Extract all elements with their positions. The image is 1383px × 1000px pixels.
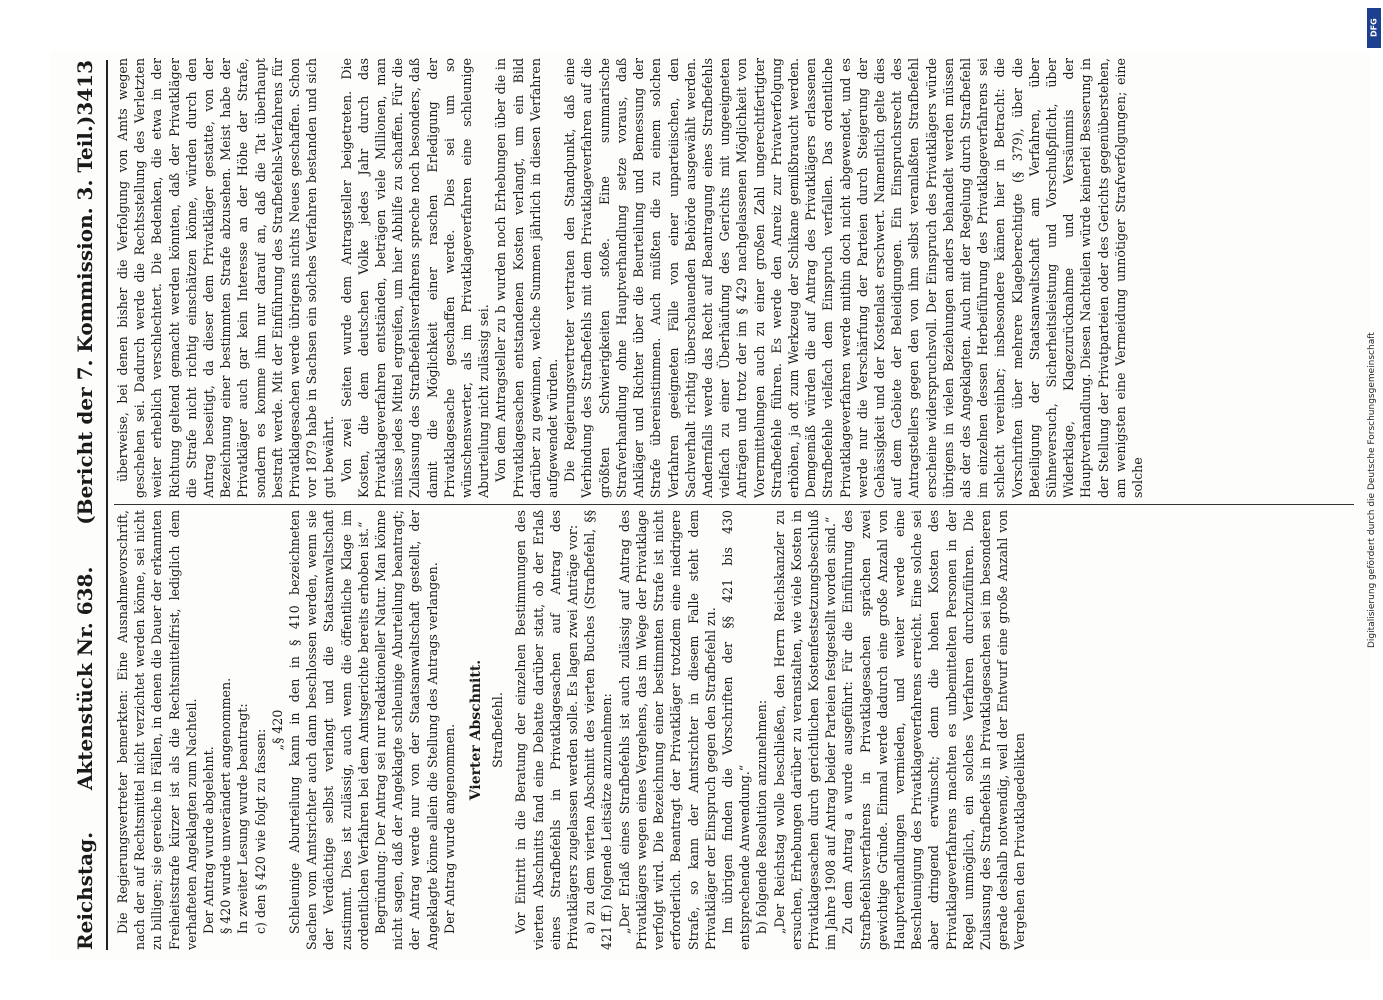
paragraph: Der Antrag wurde abgelehnt. — [201, 746, 217, 934]
paragraph: b) folgende Resolution anzunehmen: — [754, 699, 770, 934]
header-left: Reichstag. — [73, 831, 97, 950]
paragraph: Im übrigen finden die Vorschriften der §§ 421 bis 430 entsprechende Anwendung.“ — [719, 510, 753, 950]
section-heading: Vierter Abschnitt. — [468, 659, 485, 801]
paragraph: „§ 420 — [269, 709, 285, 751]
paragraph: Vor Eintritt in die Beratung der einzelnen Bestimmungen des vierten Abschnitts fand eine Debatte darüber statt, ob der Erlaß eines Strafbefehls in Privatklagesachen auf Antrag des Privatklägers zugelassen werden solle. Es lagen zwei Anträge vor: — [513, 510, 581, 950]
document-page — [50, 50, 1370, 960]
paragraph: Die Regierungsvertreter bemerkten: Eine Ausnahmevorschrift, nach der auf Rechtsmittel nicht verzichtet werden könne, sei nicht zu billigen; sie gereiche in Fällen, in denen die Dauer der erkannten Freiheitsstrafe kürzer ist als die Rechtsmittelfrist, lediglich dem verhafteten Angeklagten zum Nachteil. — [115, 510, 199, 950]
header-right-title: (Bericht der 7. Kommission. 3. Teil.) — [73, 115, 97, 525]
column-divider — [114, 504, 1354, 505]
paragraph: überweise, bei denen bisher die Verfolgung von Amts wegen geschehen sei. Dadurch werde die Rechtsstellung des Verletzten weiter erheblich verschlechtert. Die Bedenken, die etwa in der Richtung geltend gemacht werden könnten, daß der Privatkläger die Strafe nicht richtig einschätzen könne, würden durch den Antrag beseitigt, da dieser dem Privatkläger gestatte, von der Bezeichnung einer bestimmten Strafe abzusehen. Meist habe der Privatkläger auch gar kein Interesse an der Höhe der Strafe, sondern es komme ihm nur darauf an, daß die Tat überhaupt bestraft werde. Mit der Einführung des Strafbefehls-Verfahrens für Privatklagesachen werde übrigens nichts Neues geschaffen. Schon vor 1879 habe in Sachsen ein solches Verfahren bestanden und sich gut bewährt. — [115, 58, 337, 498]
dfg-logo: DFG — [1367, 8, 1381, 48]
paragraph: „Der Reichstag wolle beschließen, den Herrn Reichskanzler zu ersuchen, Erhebungen darüber zu veranstalten, wie viele Kosten in Privatklagesachen durch gerichtlichen Kostenfestsetzungsbeschluß im Jahre 1908 auf Antrag beider Parteien festgestellt worden sind.“ — [771, 510, 839, 950]
paragraph: In zweiter Lesung wurde beantragt: — [235, 703, 251, 934]
paragraph: § 420 wurde unverändert angenommen. — [218, 677, 234, 934]
header-middle: Aktenstück Nr. 638. — [73, 566, 97, 791]
paragraph: Der Antrag wurde angenommen. — [441, 723, 457, 934]
paragraph: Von dem Antragsteller zu b wurden noch Erhebungen über die in Privatklagesachen entstandenen Kosten verlangt, um ein Bild darüber zu gewinnen, welche Summen jährlich in diesen Verfahren aufgewendet würden. — [493, 58, 561, 498]
paragraph: „Der Erlaß eines Strafbefehls ist auch zulässig auf Antrag des Privatklägers wegen eines Vergehens, das im Wege der Privatklage verfolgt wird. Die Bezeichnung einer bestimmten Strafe ist nicht erforderlich. Beantragt der Privatkläger trotzdem eine niedrigere Strafe, so kann der Amtsrichter in diesem Falle steht dem Privatkläger der Einspruch gegen den Strafbefehl zu. — [616, 510, 718, 950]
paragraph: Zu dem Antrag a wurde ausgeführt: Für die Einführung des Strafbefehlsverfahrens in Privatklagesachen sprächen zwei gewichtige Gründe. Einmal werde dadurch eine große Anzahl von Hauptverhandlungen vermieden, und weiter werde eine Beschleunigung des Privatklageverfahrens erreicht. Eine solche sei aber dringend erwünscht; denn die hohen Kosten des Privatklageverfahrens machten es unbemittelten Personen in der Regel unmöglich, ein solches Verfahren durchzuführen. Die Zulassung des Strafbefehls in Privatklagesachen sei im besonderen gerade deshalb notwendig, weil der Entwurf eine große Anzahl von Vergehen den Privatklagedelikten — [840, 510, 1028, 950]
right-column — [114, 58, 1354, 498]
paragraph: Von zwei Seiten wurde dem Antragsteller beigetreten. Die Kosten, die dem deutschen Volke jedes Jahr durch das Privatklageverfahren entständen, beträgen viele Millionen, man müsse jedes Mittel ergreifen, um hier Abhilfe zu schaffen. Für die Zulassung des Strafbefehlsverfahrens spreche noch besonders, daß damit die Möglichkeit einer raschen Erledigung der Privatklagesache geschaffen werde. Dies sei um so wünschenswerter, als im Privatklageverfahren eine schleunige Aburteilung nicht zulässig sei. — [338, 58, 492, 498]
paragraph: a) zu dem vierten Abschnitt des vierten Buches (Strafbefehl, §§ 421 ff.) folgende Leitsätze anzunehmen: — [582, 510, 615, 950]
section-subheading: Strafbefehl. — [490, 692, 506, 768]
rotated-text-block — [50, 50, 1370, 960]
paragraph: Begründung: Der Antrag sei nur redaktioneller Natur. Man könne nicht sagen, daß der Angeklagte schleunige Aburteilung beantragt; der Antrag werde nur von der Staatsanwaltschaft gestellt, der Angeklagte könne allein die Stellung des Antrags verlangen. — [373, 510, 440, 950]
left-column — [114, 510, 1354, 950]
digitization-note: Digitalisierung gefördert durch die Deutsche Forschungsgemeinschaft — [1367, 332, 1377, 648]
paragraph: c) den § 420 wie folgt zu fassen: — [252, 728, 268, 934]
page-number: 3413 — [73, 60, 97, 116]
paragraph: Die Regierungsvertreter vertraten den Standpunkt, daß eine Verbindung des Strafbefehls mit dem Privatklageverfahren auf die größten Schwierigkeiten stoße. Eine summarische Strafverhandlung ohne Hauptverhandlung setze voraus, daß Ankläger und Richter über die Beurteilung und Bemessung der Strafe übereinstimmen. Auch müßten die zu einem solchen Verfahren geeigneten Fälle von einer unparteiischen, den Sachverhalt richtig überschauenden Behörde ausgewählt werden. Andernfalls werde das Recht auf Beantragung eines Strafbefehls vielfach zu einer Überhäufung des Gerichts mit ungeeigneten Anträgen und trotz der im § 429 nachgelassenen Möglichkeit von Vorermittelungen auch zu einer großen Zahl ungerechtfertigter Strafbefehle führen. Es werde den Anreiz zur Privatverfolgung erhöhen, ja oft zum Werkzeug der Schikane gemißbraucht werden. Demgemäß würden die auf Antrag des Privatklägers erlassenen Strafbefehle vielfach dem Einspruch verfallen. Das ordentliche Privatklageverfahren werde mithin doch nicht abgewendet, und es werde nur die Verschärfung der Parteien durch Steigerung der Gehässigkeit und der Kostenlast erschwert. Namentlich gelte dies auf dem Gebiete der Beleidigungen. Ein Einspruchsrecht des Antragstellers gegen den von ihm selbst veranlaßten Strafbefehl erscheine widerspruchsvoll. Der Einspruch des Privatklägers würde übrigens in vielen Beziehungen anders behandelt werden müssen als der des Angeklagten. Auch mit der Regelung durch Strafbefehl im einzelnen dessen Herbeiführung des Privatklageverfahrens sei schlecht vereinbar; insbesondere kämen hier in Betracht: die Vorschriften über mehrere Klageberechtigte (§ 379), über die Beteiligung der Staatsanwaltschaft am Verfahren, über Sühneversuch, Sicherheitsleistung und Vorschußpflicht, über Widerklage, Klagezurücknahme und Versäumnis der Hauptverhandlung. Diesen Nachteilen würde keinerlei Besserung in der Stellung der Privatparteien oder des Gerichts gegenüberstehen, am wenigsten eine Vermeidung unnötiger Strafverfolgungen; eine solche — [562, 58, 1145, 498]
paragraph: Schleunige Aburteilung kann in den in § 410 bezeichneten Sachen vom Amtsrichter auch dann beschlossen werden, wenn sie der Verdächtige selbst verlangt und die Staatsanwaltschaft zustimmt. Dies ist zulässig, auch wenn die öffentliche Klage im ordentlichen Verfahren bei dem Amtsgerichte bereits erhoben ist.“ — [287, 510, 371, 950]
page-header — [70, 60, 100, 950]
header-rule — [106, 60, 108, 950]
